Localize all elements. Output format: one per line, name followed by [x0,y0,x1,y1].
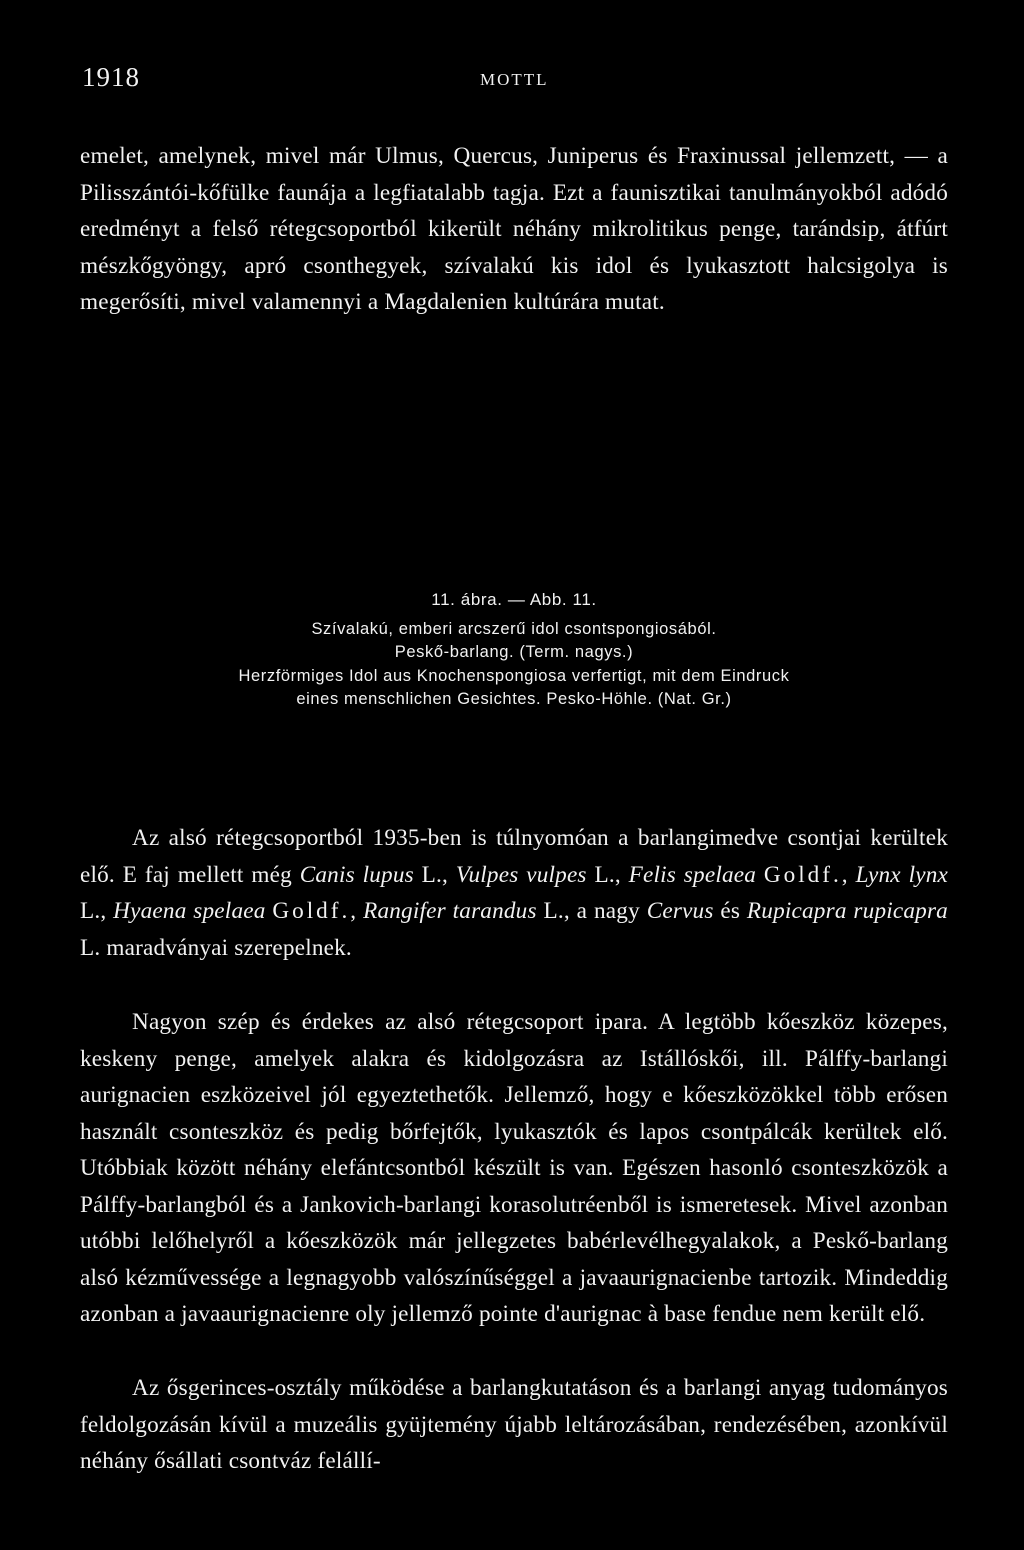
text-segment: és [713,898,747,924]
paragraph-3: Nagyon szép és érdekes az alsó rétegcsoport ipara. A legtöbb kőeszköz közepes, keskeny penge, amelyek alakra és kidolgozásra az Istállóskői, ill. Pálffy-barlangi aurignacien eszközeivel jól egyeztethetők. Jellemző, hogy e kőeszközökkel több erősen használt csonteszköz és pedig bőrfejtők, lyukasztók és lapos csontpálcák kerültek elő. Utóbbiak között néhány elefántcsontból készült is van. Egészen hasonló csonteszközök a Pálffy-barlangból és a Jankovich-barlangi korasolutréenből is ismeretesek. Mivel azonban utóbbi lelőhelyről a kőeszközök már jellegzetes babérlevélhegyalakok, a Peskő-barlang alsó kézművessége a legnagyobb valószínűséggel a javaaurignacienbe tartozik. Mindeddig azonban a javaaurignacienre oly jellemző pointe d'aurignac à base fendue nem került elő. [80,1009,948,1327]
author-name: Goldf. [763,861,842,888]
page-number: 1918 [82,62,140,92]
caption-german-line-2: eines menschlichen Gesichtes. Pesko-Höhle. (Nat. Gr.) [296,690,732,708]
species-name: Vulpes vulpes [455,861,587,888]
text-segment: L., a nagy [536,898,647,924]
author-name: Goldf. [272,898,351,924]
text-segment: L. maradványai szerepelnek. [80,934,352,961]
running-head: MOTTL [480,70,549,89]
paragraph-1: emelet, amelynek, mivel már Ulmus, Quercus, Juniperus és Fraxinussal jellemzett, — a Pilisszántói-kőfülke faunája a legfiatalabb tagja. Ezt a faunisztikai tanulmányokból adódó eredményt a felső rétegcsoportból kikerült néhány mikrolitikus penge, tarándsip, átfúrt mészkőgyöngy, apró csonthegyek, szívalakú kis idol és lyukasztott halcsigolya is megerősíti, mivel valamennyi a Magdalenien kultúrára mutat. [80,143,948,315]
caption-german-line-1: Herzförmiges Idol aus Knochenspongiosa verfertigt, mit dem Eindruck [238,666,790,685]
species-name: Rangifer tarandus [363,898,537,924]
species-name: Canis lupus [299,861,414,888]
species-name: Lynx lynx [855,861,948,888]
caption-hungarian-line-2: Peskő-barlang. (Term. nagys.) [394,643,634,661]
species-name: Rupicapra rupicapra [746,898,948,924]
figure-label: 11. ábra. — Abb. 11. [431,590,597,609]
text-segment: L., [80,898,114,924]
species-name: Hyaena spelaea [113,898,266,924]
species-name: Cervus [646,898,714,924]
caption-hungarian-line-1: Szívalakú, emberi arcszerű idol csontspongiosából. [311,619,717,638]
paragraph-2 [80,820,948,966]
text-segment: Az alsó rétegcsoportból 1935-ben is túlnyomóan a barlangimedve csontjai kerültek elő. E faj mellett még [80,825,948,888]
species-name: Felis spelaea [628,861,757,888]
text-segment: L., [586,861,629,888]
paragraph-4: Az ősgerinces-osztály működése a barlangkutatáson és a barlangi anyag tudományos feldolgozásán kívül a muzeális gyüjtemény újabb leltározásában, rendezésében, azonkívül néhány ősállati csontváz felállí- [80,1375,948,1474]
figure-caption [80,588,948,712]
text-segment: , [350,898,364,924]
text-segment: L., [413,861,456,888]
text-segment: , [841,861,856,888]
